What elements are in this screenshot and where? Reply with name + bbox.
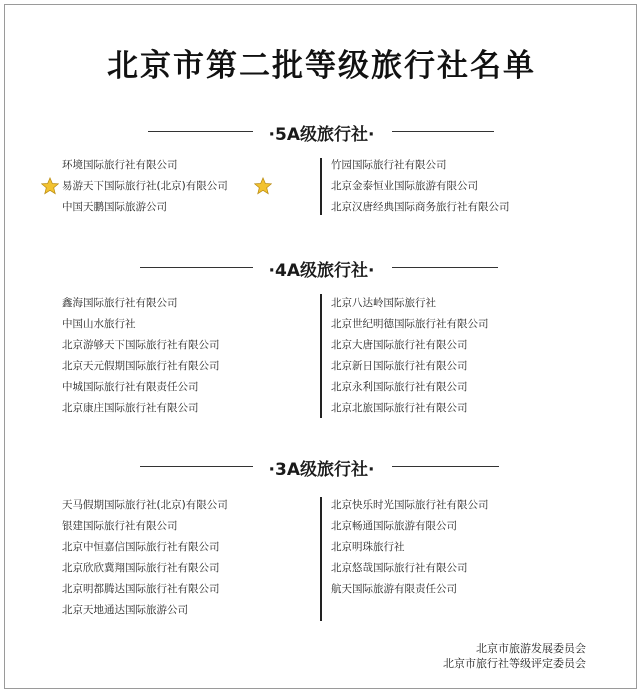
column-divider bbox=[320, 158, 322, 215]
left-list-item: 北京天元假期国际旅行社有限公司 bbox=[62, 360, 220, 372]
footer-org-2: 北京市旅行社等级评定委员会 bbox=[443, 657, 586, 670]
right-list-item: 竹园国际旅行社有限公司 bbox=[331, 159, 447, 171]
column-divider bbox=[320, 294, 322, 418]
left-list-item: 中国天鹏国际旅游公司 bbox=[62, 201, 167, 213]
right-list-item: 北京北旅国际旅行社有限公司 bbox=[331, 402, 468, 414]
right-list-item: 航天国际旅游有限责任公司 bbox=[331, 583, 457, 595]
left-list-item: 中城国际旅行社有限责任公司 bbox=[62, 381, 199, 393]
left-list-item: 易游天下国际旅行社(北京)有限公司 bbox=[62, 180, 228, 192]
left-list-item: 北京天地通达国际旅游公司 bbox=[62, 604, 188, 616]
right-list-item: 北京世纪明德国际旅行社有限公司 bbox=[331, 318, 489, 330]
star-icon bbox=[41, 177, 59, 195]
left-list-item: 北京明都腾达国际旅行社有限公司 bbox=[62, 583, 220, 595]
left-list-item: 北京中恒嘉信国际旅行社有限公司 bbox=[62, 541, 220, 553]
column-divider bbox=[320, 497, 322, 621]
section-heading-text: ·5A级旅行社· bbox=[265, 125, 379, 145]
left-list-item: 中国山水旅行社 bbox=[62, 318, 136, 330]
section-heading bbox=[0, 455, 643, 480]
right-list-item: 北京金泰恒业国际旅游有限公司 bbox=[331, 180, 478, 192]
right-list-item: 北京大唐国际旅行社有限公司 bbox=[331, 339, 468, 351]
section-heading bbox=[0, 256, 643, 281]
section-heading-text: ·4A级旅行社· bbox=[265, 261, 379, 281]
right-list-item: 北京汉唐经典国际商务旅行社有限公司 bbox=[331, 201, 510, 213]
right-list-item: 北京八达岭国际旅行社 bbox=[331, 297, 436, 309]
right-list-item: 北京新日国际旅行社有限公司 bbox=[331, 360, 468, 372]
right-list-item: 北京快乐时光国际旅行社有限公司 bbox=[331, 499, 489, 511]
footer-org-1: 北京市旅游发展委员会 bbox=[476, 642, 586, 655]
left-list-item: 环境国际旅行社有限公司 bbox=[62, 159, 178, 171]
left-list-item: 北京欣欣冀翔国际旅行社有限公司 bbox=[62, 562, 220, 574]
left-list-item: 北京康庄国际旅行社有限公司 bbox=[62, 402, 199, 414]
right-list-item: 北京明珠旅行社 bbox=[331, 541, 405, 553]
right-list-item: 北京悠哉国际旅行社有限公司 bbox=[331, 562, 468, 574]
left-list-item: 天马假期国际旅行社(北京)有限公司 bbox=[62, 499, 228, 511]
section-heading bbox=[0, 120, 643, 145]
section-heading-text: ·3A级旅行社· bbox=[265, 460, 379, 480]
page-title: 北京市第二批等级旅行社名单 bbox=[107, 48, 536, 84]
left-list-item: 北京游够天下国际旅行社有限公司 bbox=[62, 339, 220, 351]
right-list-item: 北京永利国际旅行社有限公司 bbox=[331, 381, 468, 393]
star-icon bbox=[254, 177, 272, 195]
left-list-item: 鑫海国际旅行社有限公司 bbox=[62, 297, 178, 309]
left-list-item: 银建国际旅行社有限公司 bbox=[62, 520, 178, 532]
right-list-item: 北京畅通国际旅游有限公司 bbox=[331, 520, 457, 532]
